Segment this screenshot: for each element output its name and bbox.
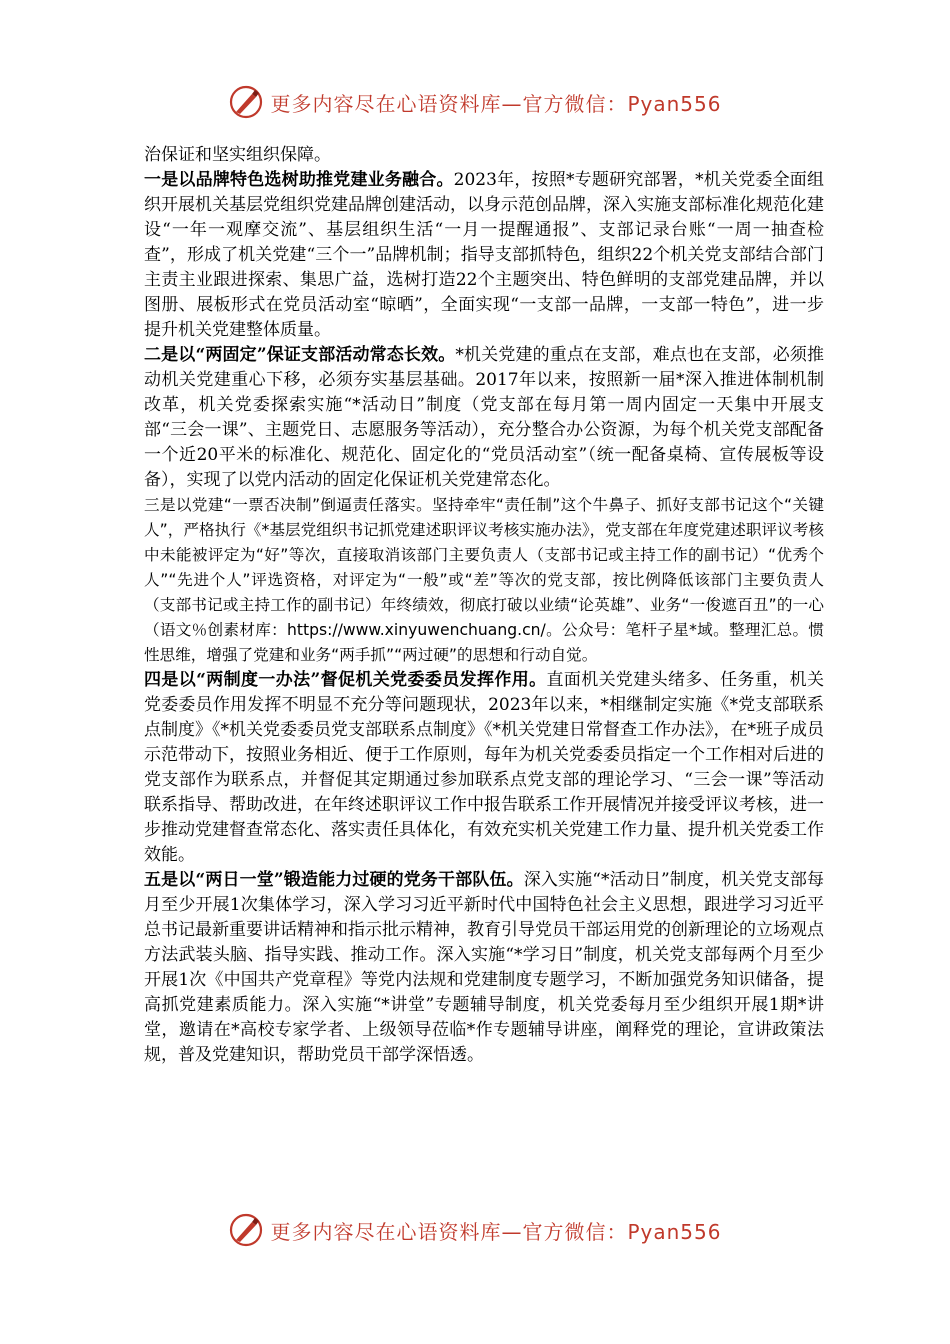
paragraph-lead: 三是以党建“一票否决制”倒逼责任落实。 — [144, 496, 433, 514]
paragraph-lead: 四是以“两制度一办法”督促机关党委委员发挥作用。 — [144, 670, 547, 690]
paragraph-lead: 五是以“两日一堂”锻造能力过硬的党务干部队伍。 — [144, 870, 524, 890]
banner-text: 更多内容尽在心语资料库—官方微信：Pyan556 — [270, 91, 722, 116]
paragraph-continuation — [144, 143, 824, 168]
paragraph-four — [144, 668, 824, 868]
header-banner — [0, 82, 950, 122]
paragraph-text: 坚持牵牢“责任制”这个牛鼻子、抓好支部书记这个“关键人”，严格执行《*基层党组织书记抓党建述职评议考核实施办法》，党支部在年度党建述职评议考核中未能被评定为“好”等次，直接取消该部门主要负责人（支部书记或主持工作的副书记）“优秀个人”“先进个人”评选资格，对评定为“一般”或“差”等次的党支部，按比例降低该部门主要负责人（支部书记或主持工作的副书记）年终绩效，彻底打破以业绩“论英雄”、业务“一俊遮百丑”的一心（语文％创素材库：https://www.xinyuwenchuang.cn/。公众号：笔杆子星*域。整理汇总。惯性思维，增强了党建和业务“两手抓”“两过硬”的思想和行动自觉。 — [144, 496, 824, 664]
paragraph-text: 深入实施“*活动日”制度，机关党支部每月至少开展1次集体学习，深入学习习近平新时代中国特色社会主义思想，跟进学习习近平总书记最新重要讲话精神和指示批示精神，教育引导党员干部运用党的创新理论的立场观点方法武装头脑、指导实践、推动工作。深入实施“*学习日”制度，机关党支部每两个月至少开展1次《中国共产党章程》等党内法规和党建制度专题学习，不断加强党务知识储备，提高抓党建素质能力。深入实施“*讲堂”专题辅导制度，机关党委每月至少组织开展1期*讲堂，邀请在*高校专家学者、上级领导莅临*作专题辅导讲座，阐释党的理论，宣讲政策法规，普及党建知识，帮助党员干部学深悟透。 — [144, 870, 824, 1065]
paragraph-text: 2023年，按照*专题研究部署，*机关党委全面组织开展机关基层党组织党建品牌创建活动，以身示范创品牌，深入实施支部标准化规范化建设“一年一观摩交流”、基层组织生活“一月一提醒通报”、支部记录台账“一周一抽查检查”，形成了机关党建“三个一”品牌机制；指导支部抓特色，组织22个机关党支部结合部门主责主业跟进探索、集思广益，选树打造22个主题突出、特色鲜明的支部党建品牌，并以图册、展板形式在党员活动室“晾晒”，全面实现“一支部一品牌，一支部一特色”，进一步提升机关党建整体质量。 — [144, 170, 825, 340]
paragraph-lead: 一是以品牌特色选树助推党建业务融合。 — [144, 170, 454, 190]
paragraph-text: 直面机关党建头绪多、任务重，机关党委委员作用发挥不明显不充分等问题现状，2023年以来，*相继制定实施《*党支部联系点制度》《*机关党委委员党支部联系点制度》《*机关党建日常督查工作办法》，在*班子成员示范带动下，按照业务相近、便于工作原则，每年为机关党委委员指定一个工作相对后进的党支部作为联系点，并督促其定期通过参加联系点党支部的理论学习、“三会一课”等活动联系指导、帮助改进，在年终述职评议工作中报告联系工作开展情况并接受评议考核，进一步推动党建督查常态化、落实责任具体化，有效充实机关党建工作力量、提升机关党委工作效能。 — [144, 670, 825, 865]
paragraph-text: 治保证和坚实组织保障。 — [144, 145, 331, 165]
pen-logo-icon — [228, 1212, 264, 1248]
paragraph-one — [144, 168, 824, 343]
banner-text: 更多内容尽在心语资料库—官方微信：Pyan556 — [270, 1219, 722, 1244]
paragraph-five — [144, 868, 824, 1068]
paragraph-text: *机关党建的重点在支部，难点也在支部，必须推动机关党建重心下移，必须夯实基层基础。2017年以来，按照新一届*深入推进体制机制改革，机关党委探索实施“*活动日”制度（党支部在每月第一周内固定一天集中开展支部“三会一课”、主题党日、志愿服务等活动），充分整合办公资源，为每个机关党支部配备一个近20平米的标准化、规范化、固定化的“党员活动室”（统一配备桌椅、宣传展板等设备），实现了以党内活动的固定化保证机关党建常态化。 — [144, 345, 825, 490]
paragraph-lead: 二是以“两固定”保证支部活动常态长效。 — [144, 345, 456, 365]
footer-banner — [0, 1210, 950, 1250]
pen-logo-icon — [228, 84, 264, 120]
paragraph-two — [144, 343, 824, 493]
document-body — [144, 143, 824, 1068]
paragraph-three — [144, 493, 824, 668]
